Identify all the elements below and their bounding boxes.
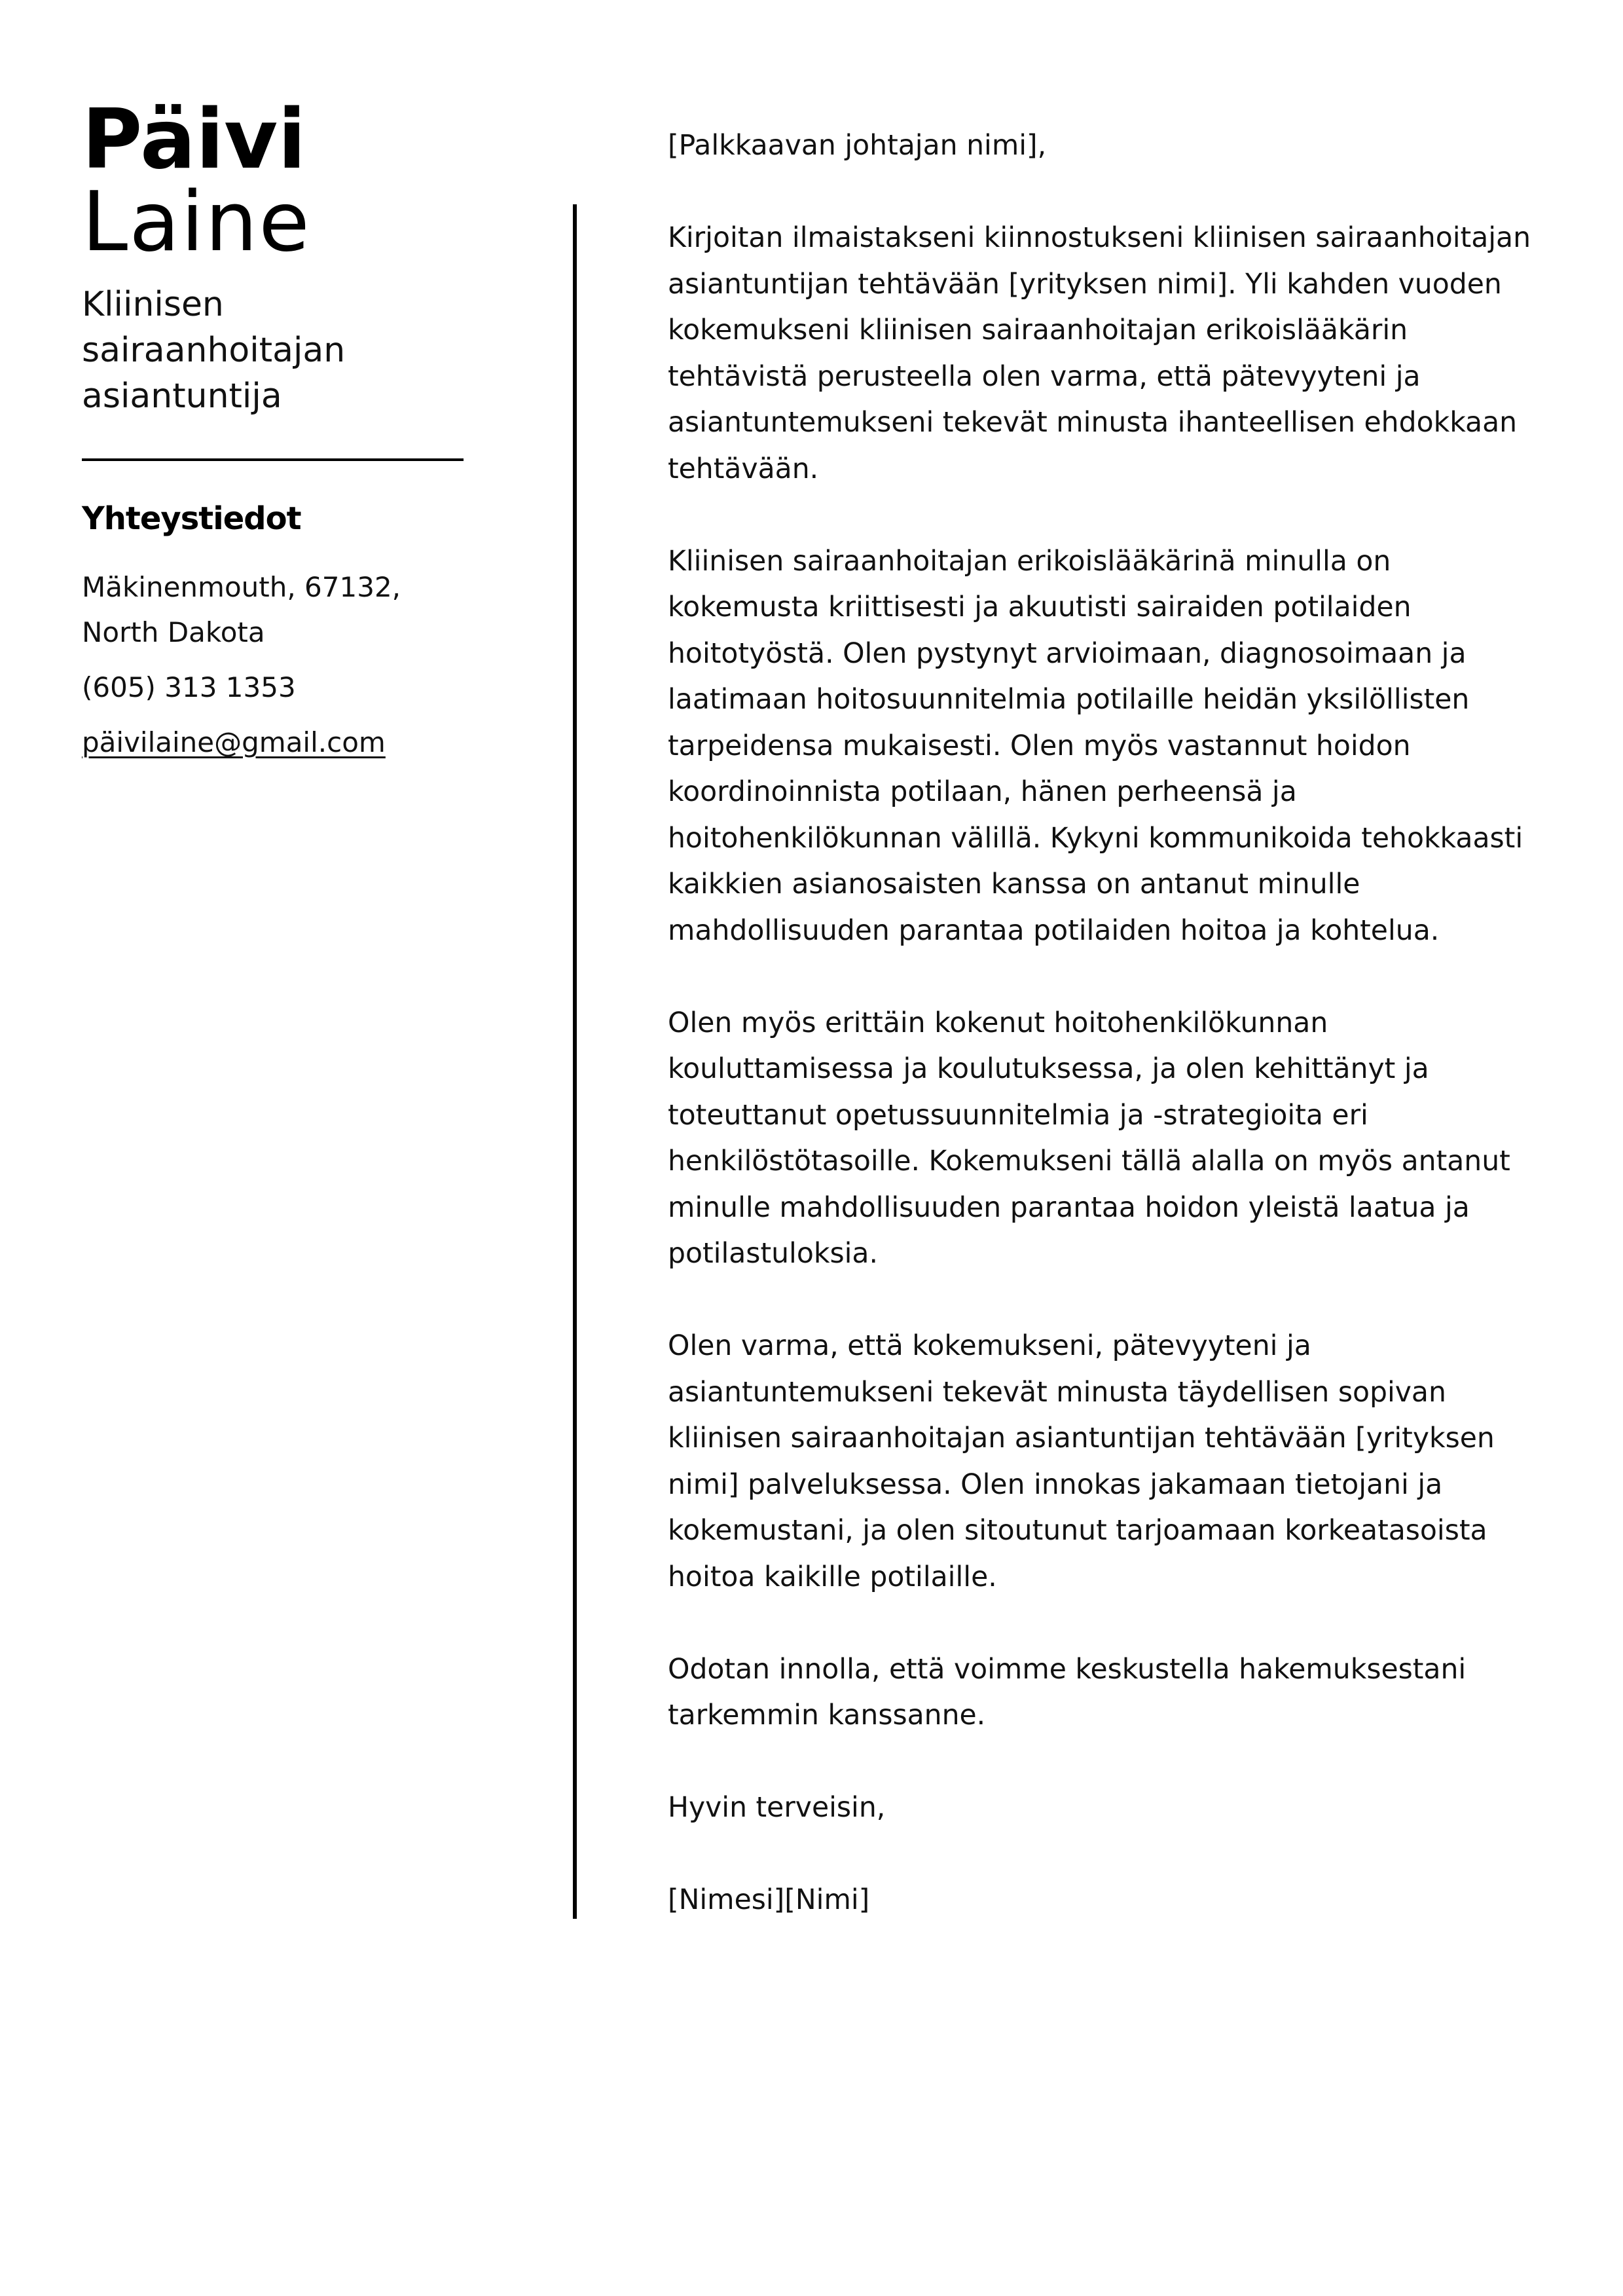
- letter-signature: [Nimesi][Nimi]: [668, 1884, 870, 1916]
- letter-closing: Hyvin terveisin,: [668, 1792, 886, 1824]
- job-title: Kliinisen sairaanhoitajan asiantuntija: [82, 285, 346, 416]
- letter-paragraph: Kliinisen sairaanhoitajan erikoislääkärinä minulla on kokemusta kriittisesti ja akuutisti sairaiden potilaiden hoitotyöstä. Olen pystynyt arvioimaan, diagnosoimaan ja laatimaan hoitosuunnitelmia potilaille heidän yksilöllisten tarpeidensa mukaisesti. Olen myös vastannut hoidon koordinoinnista potilaan, hänen perheensä ja hoitohenkilökunnan välillä. Kykyni kommunikoida tehokkaasti kaikkien asianosaisten kanssa on antanut minulle mahdollisuuden parantaa potilaiden hoitoa ja kohtelua.: [668, 545, 1523, 947]
- first-name: Päivi: [82, 91, 306, 187]
- letter-body: [668, 123, 1532, 1970]
- sidebar-divider: [82, 458, 464, 461]
- letter-paragraph: Olen myös erittäin kokenut hoitohenkilökunnan kouluttamisessa ja koulutuksessa, ja olen kehittänyt ja toteuttanut opetussuunnitelmia ja -strategioita eri henkilöstötasoille. Kokemukseni tällä alalla on myös antanut minulle mahdollisuuden parantaa hoidon yleistä laatua ja potilastuloksia.: [668, 1007, 1510, 1270]
- last-name: Laine: [82, 174, 311, 270]
- applicant-name: [82, 91, 468, 270]
- letter-paragraph: Kirjoitan ilmaistakseni kiinnostukseni kliinisen sairaanhoitajan asiantuntijan tehtävään [yrityksen nimi]. Yli kahden vuoden kokemukseni kliinisen sairaanhoitajan erikoislääkärin tehtävistä perusteella olen varma, että pätevyyteni ja asiantuntemukseni tekevät minusta ihanteellisen ehdokkaan tehtävään.: [668, 222, 1531, 485]
- vertical-divider: [573, 204, 577, 1919]
- letter-paragraph: Olen varma, että kokemukseni, pätevyyteni ja asiantuntemukseni tekevät minusta täydellisen sopivan kliinisen sairaanhoitajan asiantuntijan tehtävään [yrityksen nimi] palveluksessa. Olen innokas jakamaan tietojani ja kokemustani, ja olen sitoutunut tarjoamaan korkeatasoista hoitoa kaikille potilaille.: [668, 1330, 1495, 1593]
- sidebar: [82, 91, 468, 765]
- contact-email-link[interactable]: päivilaine@gmail.com: [82, 726, 386, 758]
- contact-phone: (605) 313 1353: [82, 671, 296, 703]
- contact-address: Mäkinenmouth, 67132, North Dakota: [82, 571, 401, 648]
- letter-paragraph: Odotan innolla, että voimme keskustella hakemuksestani tarkemmin kanssanne.: [668, 1653, 1467, 1731]
- letter-salutation: [Palkkaavan johtajan nimi],: [668, 130, 1047, 162]
- contact-heading: Yhteystiedot: [82, 500, 301, 537]
